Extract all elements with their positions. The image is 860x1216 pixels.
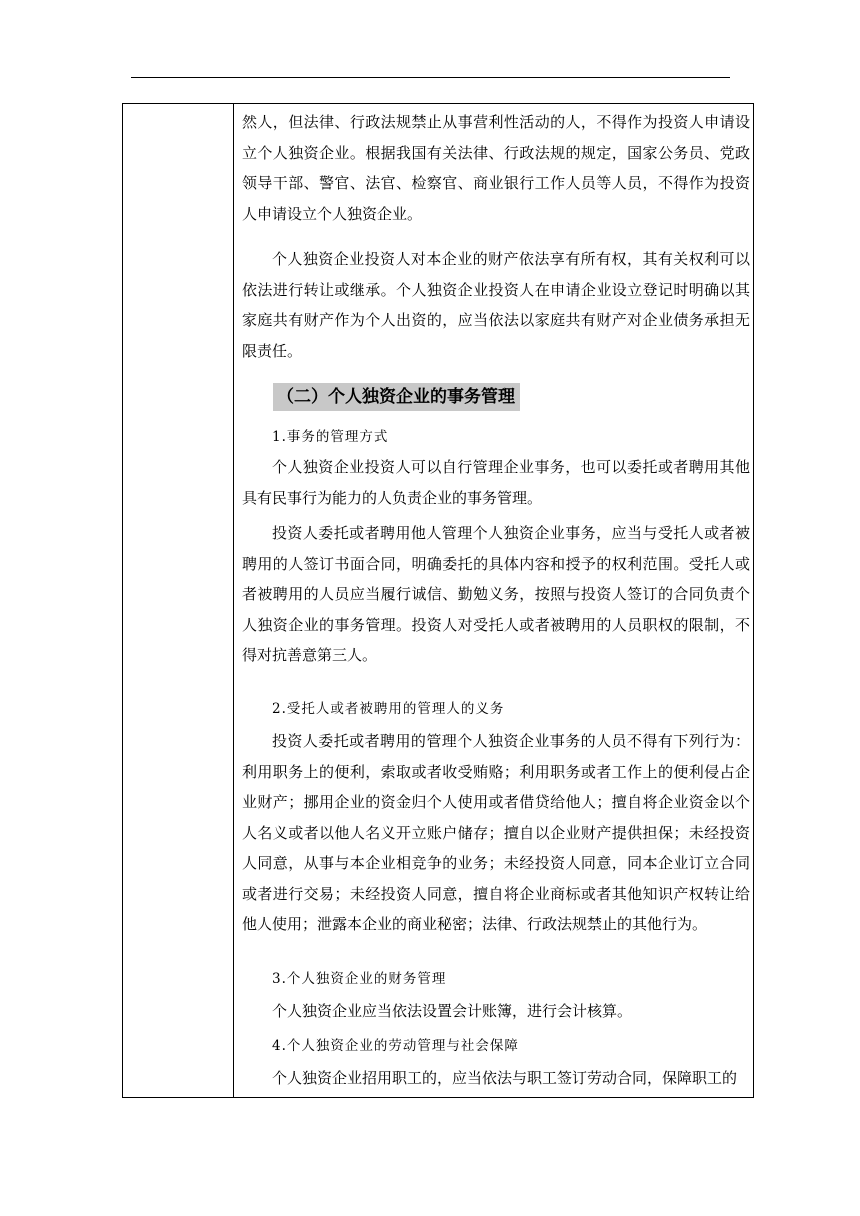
- paragraph-self-management: 个人独资企业投资人可以自行管理企业事务，也可以委托或者聘用其他具有民事行为能力的人负责企业的事务管理。: [242, 458, 750, 507]
- paragraph-labor-contract: 个人独资企业招用职工的，应当依法与职工签订劳动合同，保障职工的: [272, 1069, 738, 1087]
- sub-heading-manager-obligations: 2.受托人或者被聘用的管理人的义务: [272, 701, 505, 717]
- table-left-column: [123, 104, 234, 1097]
- paragraph-accounting: 个人独资企业应当依法设置会计账簿，进行会计核算。: [272, 1002, 633, 1020]
- sub-heading-management-method: 1.事务的管理方式: [272, 429, 389, 445]
- table-content-cell: [234, 104, 753, 1097]
- header-rule: [131, 77, 730, 78]
- section-heading: （二）个人独资企业的事务管理: [273, 383, 520, 411]
- paragraph-investor-restrictions: 然人，但法律、行政法规禁止从事营利性活动的人，不得作为投资人申请设立个人独资企业。根据我国有关法律、行政法规的规定，国家公务员、党政领导干部、警官、法官、检察官、商业银行工作人员等人员，不得作为投资人申请设立个人独资企业。: [242, 113, 750, 223]
- sub-heading-labor-management: 4.个人独资企业的劳动管理与社会保障: [272, 1038, 519, 1054]
- content-table: [122, 103, 754, 1098]
- paragraph-prohibited-acts: 投资人委托或者聘用的管理个人独资企业事务的人员不得有下列行为：利用职务上的便利，索取或者收受贿赂；利用职务或者工作上的便利侵占企业财产；挪用企业的资金归个人使用或者借贷给他人；擅自将企业资金以个人名义或者以他人名义开立账户储存；擅自以企业财产提供担保；未经投资人同意，从事与本企业相竞争的业务；未经投资人同意，同本企业订立合同或者进行交易；未经投资人同意，擅自将企业商标或者其他知识产权转让给他人使用；泄露本企业的商业秘密；法律、行政法规禁止的其他行为。: [242, 732, 750, 933]
- sub-heading-financial-management: 3.个人独资企业的财务管理: [272, 971, 447, 987]
- paragraph-investor-property: 个人独资企业投资人对本企业的财产依法享有所有权，其有关权利可以依法进行转让或继承。个人独资企业投资人在申请企业设立登记时明确以其家庭共有财产作为个人出资的，应当依法以家庭共有财产对企业债务承担无限责任。: [242, 250, 750, 360]
- paragraph-entrusted-management: 投资人委托或者聘用他人管理个人独资企业事务，应当与受托人或者被聘用的人签订书面合同，明确委托的具体内容和授予的权利范围。受托人或者被聘用的人员应当履行诚信、勤勉义务，按照与投资人签订的合同负责个人独资企业的事务管理。投资人对受托人或者被聘用的人员职权的限制，不得对抗善意第三人。: [242, 524, 750, 664]
